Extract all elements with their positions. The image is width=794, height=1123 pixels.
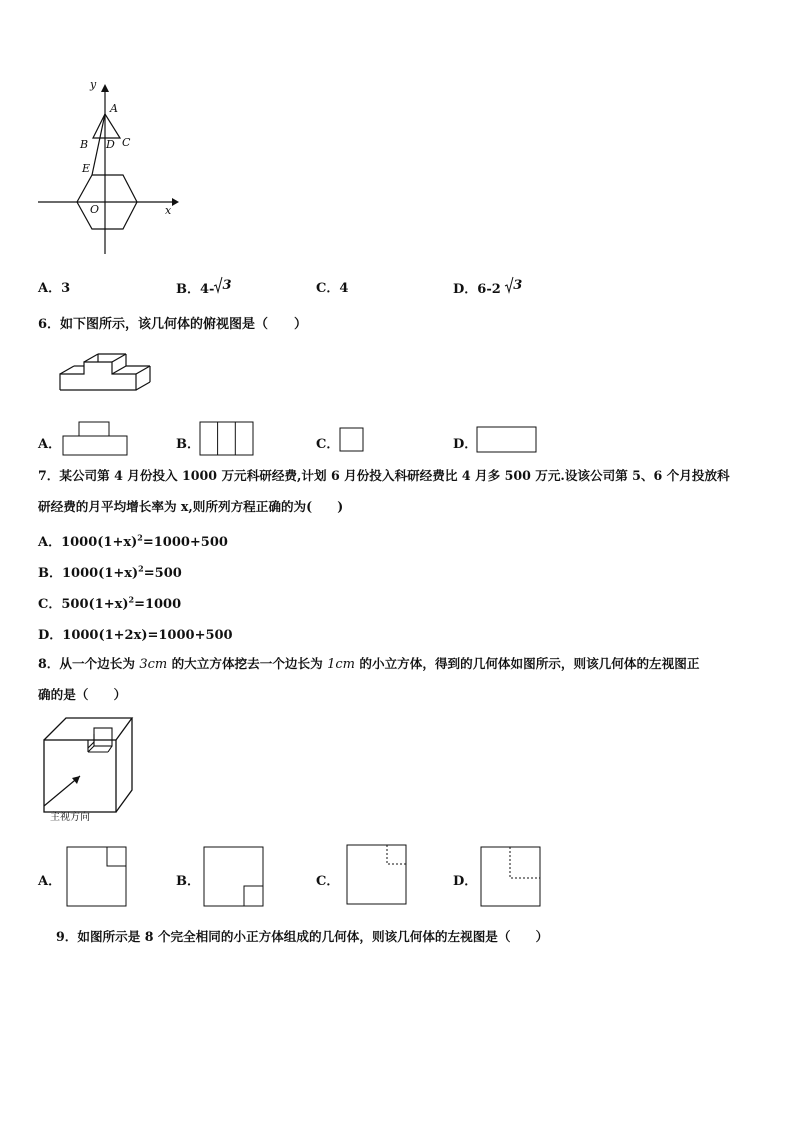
label-a: A [110, 102, 118, 115]
q9-stem: 9．如图所示是 8 个完全相同的小正方体组成的几何体，则该几何体的左视图是（ ） [56, 929, 549, 944]
q8-figure [38, 716, 138, 830]
q8-stem-line2: 确的是（ ） [38, 687, 127, 702]
q8-stem-line1 [38, 655, 699, 674]
q6-solid-diagram [56, 350, 151, 398]
label-x: x [165, 204, 172, 217]
sqrt-sign [505, 277, 522, 293]
q6-option-c[interactable] [316, 433, 339, 452]
q8-option-b-figure [203, 846, 265, 912]
q5-option-d[interactable] [453, 277, 522, 297]
equation: 1000(1+x) [62, 566, 139, 581]
segment-ea [92, 114, 105, 175]
q7-stem-line2: 研经费的月平均增长率为 x,则所列方程正确的为( ) [38, 499, 344, 514]
radical-icon [214, 277, 222, 293]
q8-option-d-figure [480, 846, 542, 912]
q6-option-c-figure [339, 427, 365, 457]
label-o: O [90, 203, 100, 216]
option-letter: D． [38, 628, 63, 643]
square-icon [339, 427, 365, 453]
label-y: y [90, 78, 97, 91]
three-column-rect-icon [199, 421, 255, 457]
equation-rhs: =1000+500 [142, 535, 228, 550]
option-letter: A． [38, 437, 62, 452]
label-d: D [106, 138, 115, 151]
option-letter: A． [38, 874, 62, 889]
q6-option-a-figure [62, 421, 128, 461]
q5-option-b[interactable] [176, 277, 232, 297]
option-letter: D． [453, 437, 478, 452]
q8-option-b[interactable] [176, 870, 200, 889]
q5-option-c[interactable] [316, 277, 348, 296]
stem-value: 1cm [327, 657, 355, 672]
q6-option-a[interactable] [38, 433, 61, 452]
radical-icon [505, 277, 513, 293]
option-letter: A． [38, 535, 62, 550]
stem-text: 的小立方体，得到的几何体如图所示，则该几何体的左视图正 [355, 656, 700, 671]
q6-option-b-figure [199, 421, 255, 461]
stem-value: 3cm [139, 657, 168, 672]
q8-option-a-figure [66, 846, 128, 912]
option-letter: B． [38, 566, 62, 581]
radicand: 3 [513, 278, 523, 293]
q6-figure [56, 350, 151, 402]
q5-option-a[interactable] [38, 277, 70, 296]
sqrt-sign [214, 277, 231, 293]
equation: 1000(1+2x)=1000+500 [62, 628, 233, 643]
q8-option-a[interactable] [38, 870, 61, 889]
option-letter: B． [176, 282, 200, 297]
label-e: E [82, 162, 91, 175]
label-b: B [80, 138, 89, 151]
stem-text: 8．从一个边长为 [38, 656, 140, 671]
square-notch-top-right-icon [66, 846, 128, 908]
stepped-rect-icon [62, 421, 128, 457]
option-letter: B． [176, 874, 200, 889]
stem-text: 的大立方体挖去一个边长为 [167, 656, 328, 671]
option-letter: B． [176, 437, 200, 452]
square-dashed-notch-icon [346, 844, 408, 906]
option-letter: D． [453, 874, 478, 889]
equation: 1000(1+x) [61, 535, 138, 550]
label-c: C [122, 136, 131, 149]
option-text: 6-2 [477, 282, 506, 297]
q7-stem-line1: 7．某公司第 4 月份投入 1000 万元科研经费,计划 6 月份投入科研经费比 4 月多 500 万元.设该公司第 5、6 个月投放科 [38, 468, 730, 483]
y-axis-arrow [101, 84, 109, 92]
q5-figure [30, 78, 190, 258]
equation-rhs: =1000 [134, 597, 182, 612]
equation: 500(1+x) [61, 597, 129, 612]
option-text: 4- [200, 282, 215, 297]
wide-rect-icon [476, 426, 538, 454]
option-letter: D． [453, 282, 478, 297]
exponent: 2 [128, 594, 135, 605]
radicand: 3 [222, 278, 232, 293]
option-text: 3 [61, 281, 71, 296]
x-axis-arrow [172, 198, 179, 206]
q8-option-d[interactable] [453, 870, 477, 889]
exponent: 2 [138, 563, 144, 574]
exponent: 2 [137, 532, 143, 543]
square-notch-bottom-right-icon [203, 846, 265, 908]
q6-option-b[interactable] [176, 433, 200, 452]
q8-option-c-figure [346, 844, 408, 910]
option-letter: C． [316, 281, 340, 296]
option-letter: A． [38, 281, 62, 296]
q6-option-d-figure [476, 426, 538, 458]
equation-rhs: =500 [143, 566, 182, 581]
option-text: 4 [339, 281, 349, 296]
option-letter: C． [38, 597, 62, 612]
square-dashed-inner-icon [480, 846, 542, 908]
q7-option-c[interactable] [38, 593, 181, 612]
q6-option-d[interactable] [453, 433, 477, 452]
q7-option-b[interactable] [38, 562, 182, 581]
option-letter: C． [316, 874, 340, 889]
figure-caption: 主视方向 [50, 812, 90, 823]
q6-stem: 6．如下图所示，该几何体的俯视图是（ ） [38, 317, 308, 332]
q7-option-a[interactable] [38, 531, 228, 550]
q8-option-c[interactable] [316, 870, 339, 889]
q7-option-d[interactable] [38, 624, 233, 643]
option-letter: C． [316, 437, 340, 452]
triangle [93, 114, 120, 138]
